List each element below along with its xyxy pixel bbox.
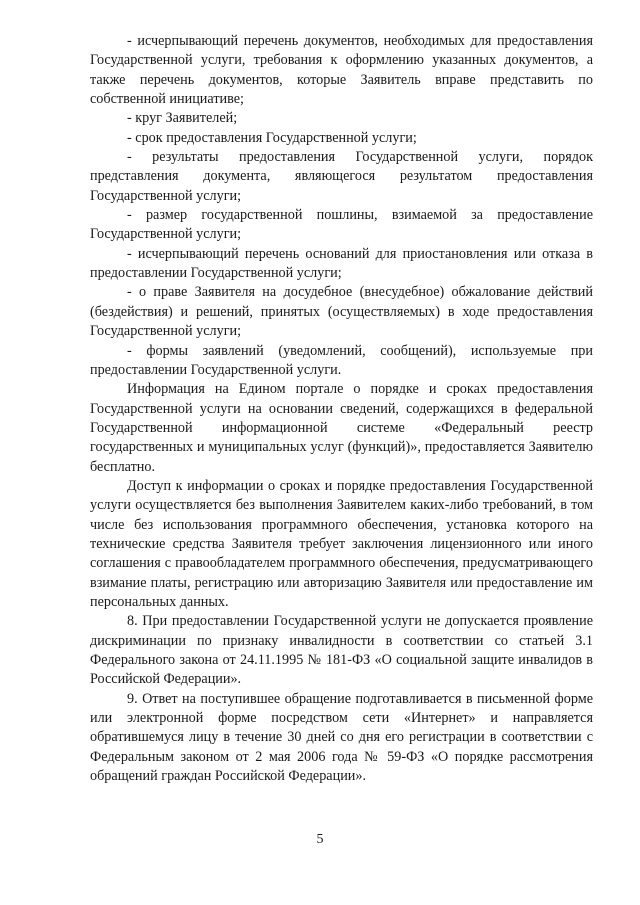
page-number: 5 <box>316 832 324 847</box>
paragraph-forms: - формы заявлений (уведомлений, сообщений), используемые при предоставлении Государственной услуги. <box>90 342 593 378</box>
paragraph-item-9: 9. Ответ на поступившее обращение подготавливается в письменной форме или электронной форме посредством сети «Интернет» и направляется обратившемуся лицу в течение 30 дней со дня его регистрации в соответствии с Федеральным законом от 2 мая 2006 года № 59-ФЗ «О порядке рассмотрения обращений граждан Российской Федерации». <box>90 690 593 785</box>
paragraph-fee: - размер государственной пошлины, взимаемой за предоставление Государственной услуги; <box>90 207 593 243</box>
paragraph-documents-list: - исчерпывающий перечень документов, необходимых для предоставления Государственной услуги, требования к оформлению указанных документов, а также перечень документов, которые Заявитель вправе представить по собственной инициативе; <box>90 33 593 108</box>
paragraph-results: - результаты предоставления Государственной услуги, порядок представления документа, являющегося результатом предоставления Государственной услуги; <box>90 149 593 204</box>
paragraph-appeal-right: - о праве Заявителя на досудебное (внесудебное) обжалование действий (бездействия) и решений, принятых (осуществляемых) в ходе предоставления Государственной услуги; <box>90 284 593 340</box>
paragraph-access: Доступ к информации о сроках и порядке предоставления Государственной услуги осуществляется без выполнения Заявителем каких-либо требований, в том числе без использования программного обеспечения, установка которого на технические средства Заявителя требует заключения лицензионного или иного соглашения с правообладателем программного обеспечения, предусматривающего взимание платы, регистрацию или авторизацию Заявителя или предоставление им персональных данных. <box>90 477 593 610</box>
paragraph-applicants: - круг Заявителей; <box>127 110 238 127</box>
paragraph-refusal-grounds: - исчерпывающий перечень оснований для приостановления или отказа в предоставлении Государственной услуги; <box>90 245 593 282</box>
paragraph-term: - срок предоставления Государственной услуги; <box>127 129 417 146</box>
paragraph-item-8: 8. При предоставлении Государственной услуги не допускается проявление дискриминации по признаку инвалидности в соответствии со статьей 3.1 Федерального закона от 24.11.1995 № 181-ФЗ «О социальной защите инвалидов в Российской Федерации». <box>90 613 593 688</box>
paragraph-portal-info: Информация на Едином портале о порядке и сроках предоставления Государственной услуги на основании сведений, содержащихся в федеральной Государственной информационной системе «Федеральный реестр государственных и муниципальных услуг (функций)», предоставляется Заявителю бесплатно. <box>90 381 593 475</box>
